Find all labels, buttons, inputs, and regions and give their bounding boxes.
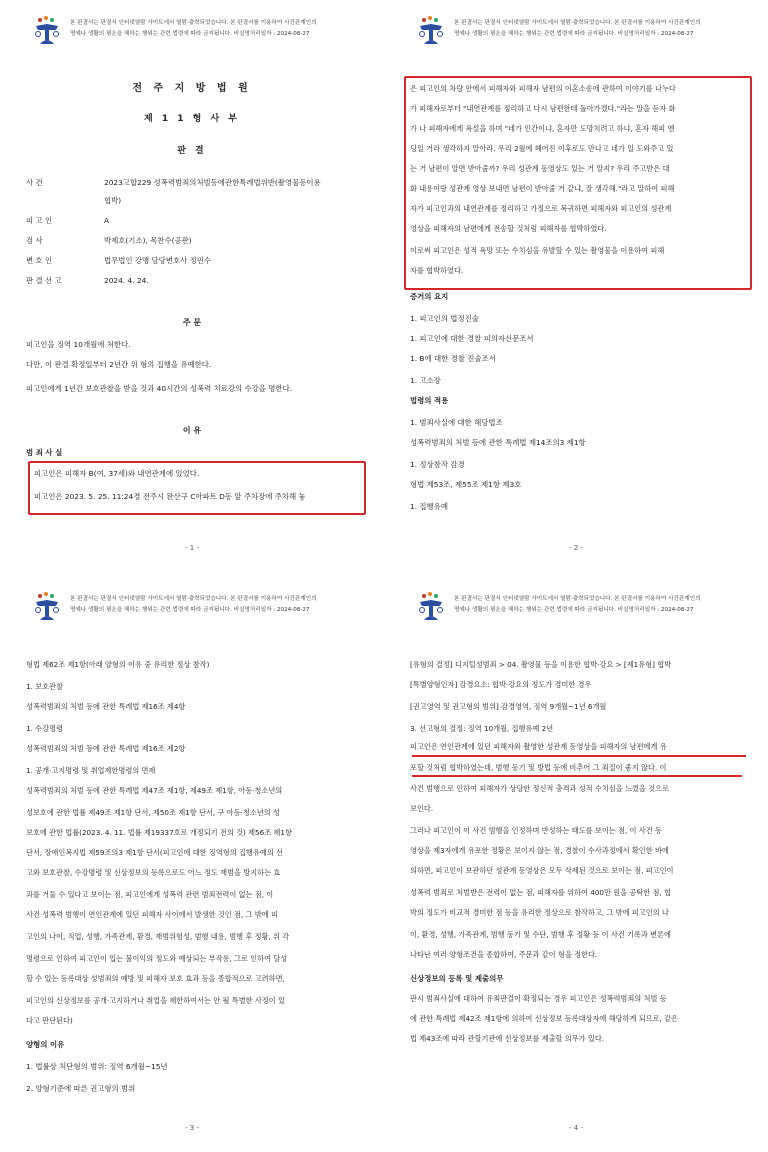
jumun-line: 피고인을 징역 10개월에 처한다. xyxy=(26,340,131,349)
section-title-sentencing: 양형의 이유 xyxy=(26,1040,65,1049)
body-line: 성폭력범죄의 처벌 등에 관한 특례법 제47조 제1항, 제49조 제1항, 아동·청소년의 xyxy=(26,786,283,795)
field-value: 2024. 4. 24. xyxy=(104,276,149,285)
body-line: 성보호에 관한 법률 제49조 제1항 단서, 제50조 제1항 단서, 구 아동·청소년의 성 xyxy=(26,808,280,817)
header-line-1: 본 판결서는 판결서 인터넷열람 사이트에서 열람·출력되었습니다. 본 판결서를 이용하여 사건관계인의 xyxy=(454,596,701,602)
section-title-law: 법령의 적용 xyxy=(410,396,449,405)
document-page-1 xyxy=(0,0,384,576)
body-line: 피고인의 신상정보를 공개·고지하거나 취업을 제한하여서는 안 될 특별한 사정이 있 xyxy=(26,996,285,1005)
body-line: [특별양형인자] 감경요소: 협박·강요의 정도가 경미한 경우 xyxy=(410,680,592,689)
law-item: 1. 범죄사실에 대한 해당법조 xyxy=(410,418,503,427)
underlined-line: 포할 것처럼 협박하였는데, 범행 동기 및 방법 등에 비추어 그 죄질이 좋지 않다. 이 xyxy=(410,763,667,772)
body-line: 판시 범죄사실에 대하여 유죄판결이 확정되는 경우 피고인은 성폭력범죄의 처벌 등 xyxy=(410,994,667,1003)
evidence-item: 1. 피고인에 대한 경찰 피의자신문조서 xyxy=(410,334,534,343)
body-line: 단서, 장애인복지법 제59조의3 제1항 단서(피고인에 대한 징역형의 집행유예의 선 xyxy=(26,848,283,857)
document-page-3 xyxy=(0,576,384,1152)
field-label: 사 건 xyxy=(26,178,43,187)
body-line: 보호에 관한 법률(2023. 4. 11. 법률 제19337호로 개정되기 전의 것) 제56조 제1항 xyxy=(26,828,292,837)
body-line: 사건 성폭력 범행이 연인관계에 있던 피해자 사이에서 발생한 것인 점, 그 밖에 피 xyxy=(26,910,278,919)
document-type: 판 결 xyxy=(177,146,207,156)
highlight-underline xyxy=(412,755,746,757)
court-logo-icon xyxy=(30,14,64,48)
body-line: 할 수 있는 등록대상 성범죄의 예방 및 피해자 보호 효과 등을 종합적으로 고려하면, xyxy=(26,974,285,983)
header-line-2: 명예나 생활의 평온을 해하는 행위는 관련 법령에 따라 금지됩니다. 비실명처리일자 : 2024-08-27 xyxy=(454,31,694,37)
body-line: 1. 보호관찰 xyxy=(26,682,63,691)
crime-line: 피고인은 2023. 5. 25. 11:24경 전주시 완산구 C아파트 D동 앞 주차장에 주차해 놓 xyxy=(34,492,306,501)
body-line: 형법 제62조 제1항(아래 양형의 이유 중 유리한 정상 참작) xyxy=(26,660,210,669)
law-item: 성폭력범죄의 처벌 등에 관한 특례법 제14조의3 제1항 xyxy=(410,438,586,447)
section-title-evidence: 증거의 요지 xyxy=(410,292,449,301)
division-name: 제 1 1 형 사 부 xyxy=(144,114,240,124)
body-line: 이, 환경, 성행, 가족관계, 범행 동기 및 수단, 범행 후 정황 등 이 사건 기록과 변론에 xyxy=(410,930,671,939)
underlined-line: 피고인은 연인관계에 있던 피해자와 촬영한 성관계 동영상을 피해자의 남편에게 유 xyxy=(410,742,667,751)
body-line: 법 제43조에 따라 관할기관에 신상정보를 제출할 의무가 있다. xyxy=(410,1034,605,1043)
body-line: 과를 거둘 수 있다고 보이는 점, 피고인에게 성폭력 관련 범죄전력이 없는 점, 이 xyxy=(26,890,274,899)
field-label: 검 사 xyxy=(26,236,43,245)
header-line-1: 본 판결서는 판결서 인터넷열람 사이트에서 열람·출력되었습니다. 본 판결서를 이용하여 사건관계인의 xyxy=(70,20,317,26)
body-line: 나타난 여러 양형조건을 종합하여, 주문과 같이 형을 정한다. xyxy=(410,950,598,959)
field-value: 2023고합229 성폭력범죄의처벌등에관한특례법위반(촬영물등이용 xyxy=(104,178,321,187)
field-value: 법무법인 강맹 담당변호사 정민수 xyxy=(104,256,212,265)
page-header xyxy=(414,14,754,50)
fact-line: 가 나 피해자에게 욕설을 하며 "네가 인간이냐, 혼자만 도망치려고 하냐, 혼자 해피 엔 xyxy=(410,124,675,133)
fact-line: 딩일 거라 생각하지 말아라. 우리 2월에 헤어진 이후로도 만나고 네가 일 도와주고 있 xyxy=(410,144,674,153)
field-value: 박제호(기소), 목찬수(공판) xyxy=(104,236,192,245)
evidence-item: 1. 고소장 xyxy=(410,376,441,385)
field-label: 판 결 선 고 xyxy=(26,276,62,285)
page-number: - 4 - xyxy=(569,1124,583,1132)
section-title-crime: 범 죄 사 실 xyxy=(26,448,63,457)
crime-line: 피고인은 피해자 B(여, 37세)와 내연관계에 있었다. xyxy=(34,469,200,478)
sentencing-item: 2. 양형기준에 따른 권고형의 범위 xyxy=(26,1084,136,1093)
page-number: - 2 - xyxy=(569,544,583,552)
body-line: 성폭력 범죄로 처벌받은 전력이 없는 점, 피해자를 위하여 400만 원을 공탁한 점, 협 xyxy=(410,888,671,897)
court-logo-icon xyxy=(30,590,64,624)
body-line: 1. 수강명령 xyxy=(26,724,63,733)
header-line-1: 본 판결서는 판결서 인터넷열람 사이트에서 열람·출력되었습니다. 본 판결서를 이용하여 사건관계인의 xyxy=(70,596,317,602)
section-title-registration: 신상정보의 등록 및 제출의무 xyxy=(410,974,504,983)
law-item: 1. 집행유예 xyxy=(410,502,448,511)
field-value: 협박) xyxy=(104,196,122,205)
body-line: 3. 선고형의 결정: 징역 10개월, 집행유예 2년 xyxy=(410,724,554,733)
fact-line: 영상을 피해자의 남편에게 전송할 것처럼 피해자를 협박하였다. xyxy=(410,224,607,233)
court-logo-icon xyxy=(414,590,448,624)
body-line: 박의 정도가 비교적 경미한 점 등을 유리한 정상으로 참작하고, 그 밖에 피고인의 나 xyxy=(410,908,669,917)
body-line: 사건 범행으로 인하여 피해자가 상당한 정신적 충격과 성적 수치심을 느꼈을 것으로 xyxy=(410,784,669,793)
fact-line: 자를 협박하였다. xyxy=(410,266,464,275)
page-header xyxy=(30,590,370,626)
jumun-line: 피고인에게 1년간 보호관찰을 받을 것과 40시간의 성폭력 치료강의 수강을 명한다. xyxy=(26,384,293,393)
field-label: 피 고 인 xyxy=(26,216,53,225)
header-line-2: 명예나 생활의 평온을 해하는 행위는 관련 법령에 따라 금지됩니다. 비실명처리일자 : 2024-08-27 xyxy=(454,607,694,613)
page-number: - 3 - xyxy=(185,1124,199,1132)
jumun-line: 다만, 이 판결 확정일부터 2년간 위 형의 집행을 유예한다. xyxy=(26,360,212,369)
body-line: 명령으로 인하여 피고인이 입는 불이익의 정도와 예상되는 부작용, 그로 인하여 달성 xyxy=(26,954,288,963)
fact-line: 이로써 피고인은 성적 욕망 또는 수치심을 유발할 수 있는 촬영물을 이용하여 피해 xyxy=(410,246,665,255)
fact-line: 은 피고인의 차량 안에서 피해자와 피해자 남편의 이혼소송에 관하여 이야기를 나누다 xyxy=(410,84,676,93)
body-line: 1. 공개·고지명령 및 취업제한명령의 면제 xyxy=(26,766,156,775)
section-title-iyu: 이 유 xyxy=(182,426,202,435)
body-line: 의하면, 피고인이 보관하던 성관계 동영상은 모두 삭제된 것으로 보이는 점, 피고인이 xyxy=(410,866,674,875)
page-number: - 1 - xyxy=(185,544,199,552)
document-page-4 xyxy=(384,576,768,1152)
highlight-underline xyxy=(412,775,742,777)
court-logo-icon xyxy=(414,14,448,48)
header-line-1: 본 판결서는 판결서 인터넷열람 사이트에서 열람·출력되었습니다. 본 판결서를 이용하여 사건관계인의 xyxy=(454,20,701,26)
body-line: 성폭력범죄의 처벌 등에 관한 특례법 제16조 제4항 xyxy=(26,702,186,711)
body-line: 고와 보호관찰, 수강명령 및 신상정보의 등록으로도 어느 정도 재범을 방지하는 효 xyxy=(26,868,281,877)
body-line: 그러나 피고인이 이 사건 범행을 인정하며 반성하는 태도를 보이는 점, 이 사건 동 xyxy=(410,826,662,835)
body-line: 보인다. xyxy=(410,804,434,813)
body-line: [권고영역 및 권고형의 범위] 감경영역, 징역 9개월~1년 6개월 xyxy=(410,702,607,711)
body-line: [유형의 결정] 디지털성범죄 > 04. 촬영물 등을 이용한 협박·강요 > [제1유형] 협박 xyxy=(410,660,672,669)
header-line-2: 명예나 생활의 평온을 해하는 행위는 관련 법령에 따라 금지됩니다. 비실명처리일자 : 2024-08-27 xyxy=(70,607,310,613)
law-item: 형법 제53조, 제55조 제1항 제3호 xyxy=(410,480,522,489)
header-line-2: 명예나 생활의 평온을 해하는 행위는 관련 법령에 따라 금지됩니다. 비실명처리일자 : 2024-08-27 xyxy=(70,31,310,37)
body-line: 성폭력범죄의 처벌 등에 관한 특례법 제16조 제2항 xyxy=(26,744,186,753)
document-page-2 xyxy=(384,0,768,576)
court-name: 전 주 지 방 법 원 xyxy=(132,83,252,94)
body-line: 에 관한 특례법 제42조 제1항에 의하여 신상정보 등록대상자에 해당하게 되므로, 같은 xyxy=(410,1014,678,1023)
fact-line: 가 피해자로부터 "내연관계를 정리하고 다시 남편한테 돌아가겠다."라는 말을 듣자 화 xyxy=(410,104,676,113)
section-title-jumun: 주 문 xyxy=(182,318,202,327)
body-line: 고인의 나이, 직업, 성행, 가족관계, 환경, 재범위험성, 범행 내용, 범행 후 정황, 위 각 xyxy=(26,932,290,941)
fact-line: 는 거 남편이 알면 받아줄까? 우리 성관계 동영상도 있는 거 알지? 우리 주고받은 대 xyxy=(410,164,670,173)
fact-line: 화 내용이랑 성관계 영상 보내면 남편이 받아줄 거 같냐, 잘 생각해."라고 말하여 피해 xyxy=(410,184,675,193)
field-value: A xyxy=(104,216,110,225)
sentencing-item: 1. 법률상 처단형의 범위: 징역 6개월~15년 xyxy=(26,1062,168,1071)
law-item: 1. 정상참작 감경 xyxy=(410,460,465,469)
evidence-item: 1. 피고인의 법정진술 xyxy=(410,314,479,323)
body-line: 다고 판단된다) xyxy=(26,1016,73,1025)
body-line: 영상을 제3자에게 유포한 정황은 보이지 않는 점, 경찰이 수사과정에서 확인한 바에 xyxy=(410,846,669,855)
field-label: 변 호 인 xyxy=(26,256,53,265)
page-header xyxy=(30,14,370,50)
evidence-item: 1. B에 대한 경찰 진술조서 xyxy=(410,354,496,363)
page-header xyxy=(414,590,754,626)
fact-line: 자가 피고인과의 내연관계를 정리하고 가정으로 복귀하면 피해자와 피고인의 성관계 xyxy=(410,204,672,213)
